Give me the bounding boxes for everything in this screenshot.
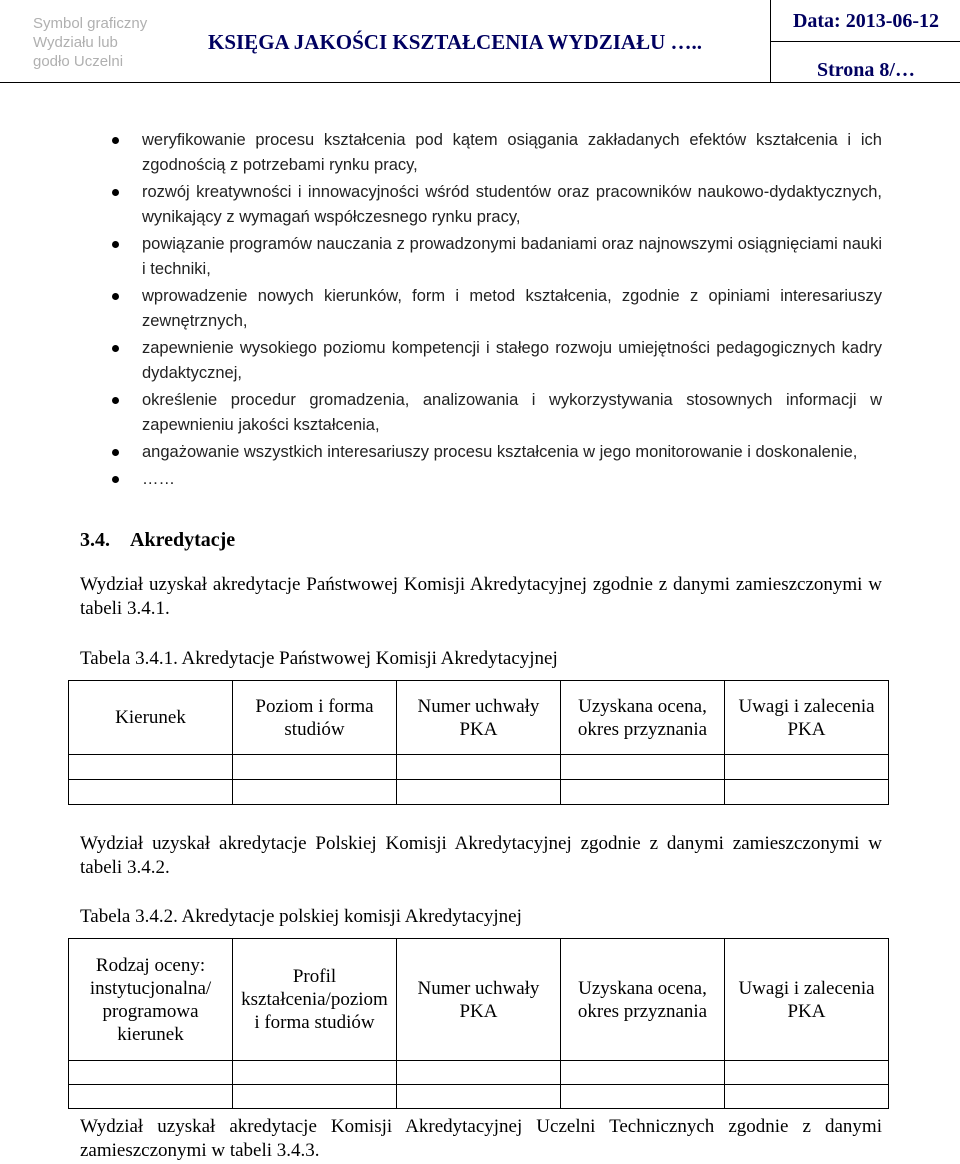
- table-cell: [233, 1061, 397, 1085]
- table-header-cell: Rodzaj oceny: instytucjonalna/ programowa kierunek: [69, 939, 233, 1061]
- paragraph-kauct: Wydział uzyskał akredytacje Komisji Akredytacyjnej Uczelni Technicznych zgodnie z danymi zamieszczonymi w tabeli 3.4.3.: [80, 1116, 882, 1161]
- table-header-cell: Uzyskana ocena, okres przyznania: [561, 939, 725, 1061]
- section-heading: [80, 528, 235, 552]
- list-item: ……: [142, 467, 882, 492]
- table-row: [69, 1085, 889, 1109]
- table-cell: [397, 755, 561, 780]
- table-cell: [561, 755, 725, 780]
- table-header-cell: Profil kształcenia/poziom i forma studiów: [233, 939, 397, 1061]
- document-title: KSIĘGA JAKOŚCI KSZTAŁCENIA WYDZIAŁU …..: [208, 30, 703, 54]
- table-cell: [725, 1061, 889, 1085]
- document-date: Data: 2013-06-12: [770, 0, 960, 42]
- table-cell: [397, 780, 561, 805]
- logo-placeholder: Symbol graficzny Wydziału lub godło Uczelni: [33, 15, 148, 70]
- table-cell: [725, 755, 889, 780]
- list-item: angażowanie wszystkich interesariuszy procesu kształcenia w jego monitorowanie i doskonalenie,: [142, 440, 882, 465]
- table-header-row: [69, 939, 889, 1061]
- table-cell: [397, 1085, 561, 1109]
- table-header-cell: Poziom i forma studiów: [233, 681, 397, 755]
- table-header-cell: Uwagi i zalecenia PKA: [725, 939, 889, 1061]
- table-cell: [69, 1061, 233, 1085]
- table-cell: [725, 780, 889, 805]
- section-number: 3.4.: [80, 529, 110, 551]
- table-caption-2: Tabela 3.4.2. Akredytacje polskiej komisji Akredytacyjnej: [80, 906, 522, 927]
- table-caption-1: Tabela 3.4.1. Akredytacje Państwowej Komisji Akredytacyjnej: [80, 648, 558, 669]
- table-cell: [561, 780, 725, 805]
- table-polish-commission: [68, 938, 889, 1109]
- table-cell: [233, 780, 397, 805]
- table-header-row: [69, 681, 889, 755]
- table-row: [69, 755, 889, 780]
- table-cell: [233, 755, 397, 780]
- list-item: wprowadzenie nowych kierunków, form i metod kształcenia, zgodnie z opiniami interesariuszy zewnętrznych,: [142, 284, 882, 334]
- table-cell: [561, 1061, 725, 1085]
- table-row: [69, 780, 889, 805]
- objectives-list: [142, 128, 882, 494]
- list-item: określenie procedur gromadzenia, analizowania i wykorzystywania stosownych informacji w zapewnieniu jakości kształcenia,: [142, 388, 882, 438]
- header-meta: [770, 0, 960, 82]
- paragraph-pka: Wydział uzyskał akredytacje Państwowej Komisji Akredytacyjnej zgodnie z danymi zamieszczonymi w tabeli 3.4.1.: [80, 574, 882, 619]
- table-header-cell: Kierunek: [69, 681, 233, 755]
- table-cell: [233, 1085, 397, 1109]
- table-pka: [68, 680, 889, 805]
- list-item: zapewnienie wysokiego poziomu kompetencji i stałego rozwoju umiejętności pedagogicznych kadry dydaktycznej,: [142, 336, 882, 386]
- table-header-cell: Uzyskana ocena, okres przyznania: [561, 681, 725, 755]
- table-cell: [69, 755, 233, 780]
- page-number: Strona 8/…: [770, 41, 960, 82]
- table-cell: [725, 1085, 889, 1109]
- paragraph-polish-commission: Wydział uzyskał akredytacje Polskiej Komisji Akredytacyjnej zgodnie z danymi zamieszczonymi w tabeli 3.4.2.: [80, 833, 882, 878]
- list-item: rozwój kreatywności i innowacyjności wśród studentów oraz pracowników naukowo-dydaktycznych, wynikający z wymagań współczesnego rynku pracy,: [142, 180, 882, 230]
- list-item: powiązanie programów nauczania z prowadzonymi badaniami oraz najnowszymi osiągnięciami nauki i techniki,: [142, 232, 882, 282]
- list-item: weryfikowanie procesu kształcenia pod kątem osiągania zakładanych efektów kształcenia i ich zgodnością z potrzebami rynku pracy,: [142, 128, 882, 178]
- table-cell: [69, 780, 233, 805]
- table-row: [69, 1061, 889, 1085]
- table-header-cell: Numer uchwały PKA: [397, 681, 561, 755]
- table-header-cell: Uwagi i zalecenia PKA: [725, 681, 889, 755]
- table-header-cell: Numer uchwały PKA: [397, 939, 561, 1061]
- table-cell: [397, 1061, 561, 1085]
- table-cell: [561, 1085, 725, 1109]
- section-title: Akredytacje: [130, 529, 236, 551]
- table-cell: [69, 1085, 233, 1109]
- page-header: [0, 0, 960, 83]
